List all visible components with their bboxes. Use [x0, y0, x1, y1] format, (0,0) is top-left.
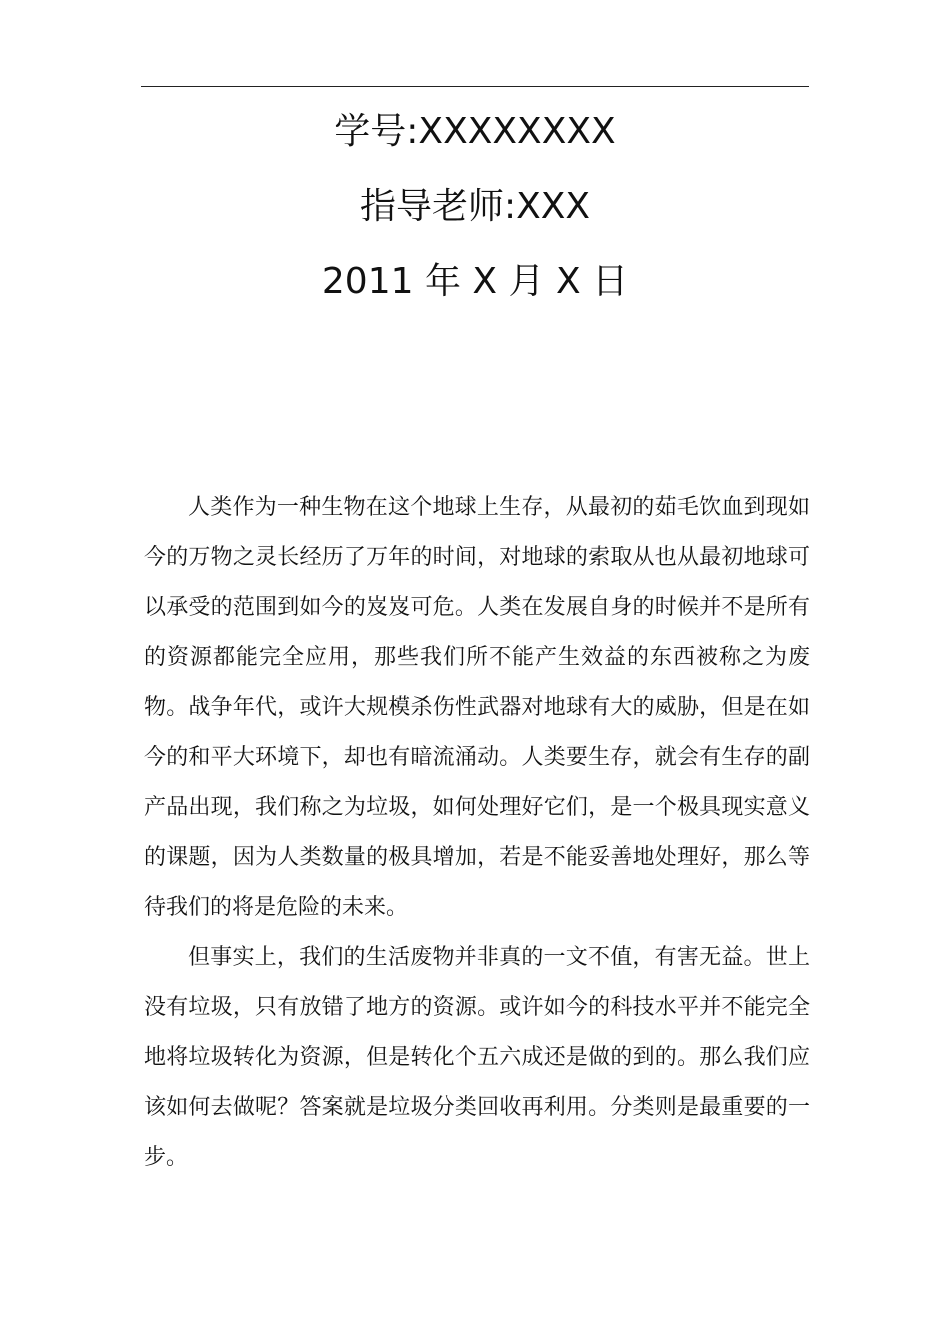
body-text [144, 483, 810, 1183]
paragraph: 但事实上，我们的生活废物并非真的一文不值，有害无益。世上没有垃圾，只有放错了地方的资源。或许如今的科技水平并不能完全地将垃圾转化为资源，但是转化个五六成还是做的到的。那么我们应该如何去做呢？答案就是垃圾分类回收再利用。分类则是最重要的一步。 [144, 945, 810, 1170]
header-rule [141, 86, 809, 87]
advisor-line: 指导老师:XXX [359, 186, 591, 227]
date-line: 2011 年 X 月 X 日 [321, 261, 629, 302]
student-id-line: 学号:XXXXXXXX [334, 111, 616, 152]
paragraph: 人类作为一种生物在这个地球上生存，从最初的茹毛饮血到现如今的万物之灵长经历了万年的时间，对地球的索取从也从最初地球可以承受的范围到如今的岌岌可危。人类在发展自身的时候并不是所有的资源都能完全应用，那些我们所不能产生效益的东西被称之为废物。战争年代，或许大规模杀伤性武器对地球有大的威胁，但是在如今的和平大环境下，却也有暗流涌动。人类要生存，就会有生存的副产品出现，我们称之为垃圾，如何处理好它们，是一个极具现实意义的课题，因为人类数量的极具增加，若是不能妥善地处理好，那么等待我们的将是危险的未来。 [144, 495, 810, 920]
